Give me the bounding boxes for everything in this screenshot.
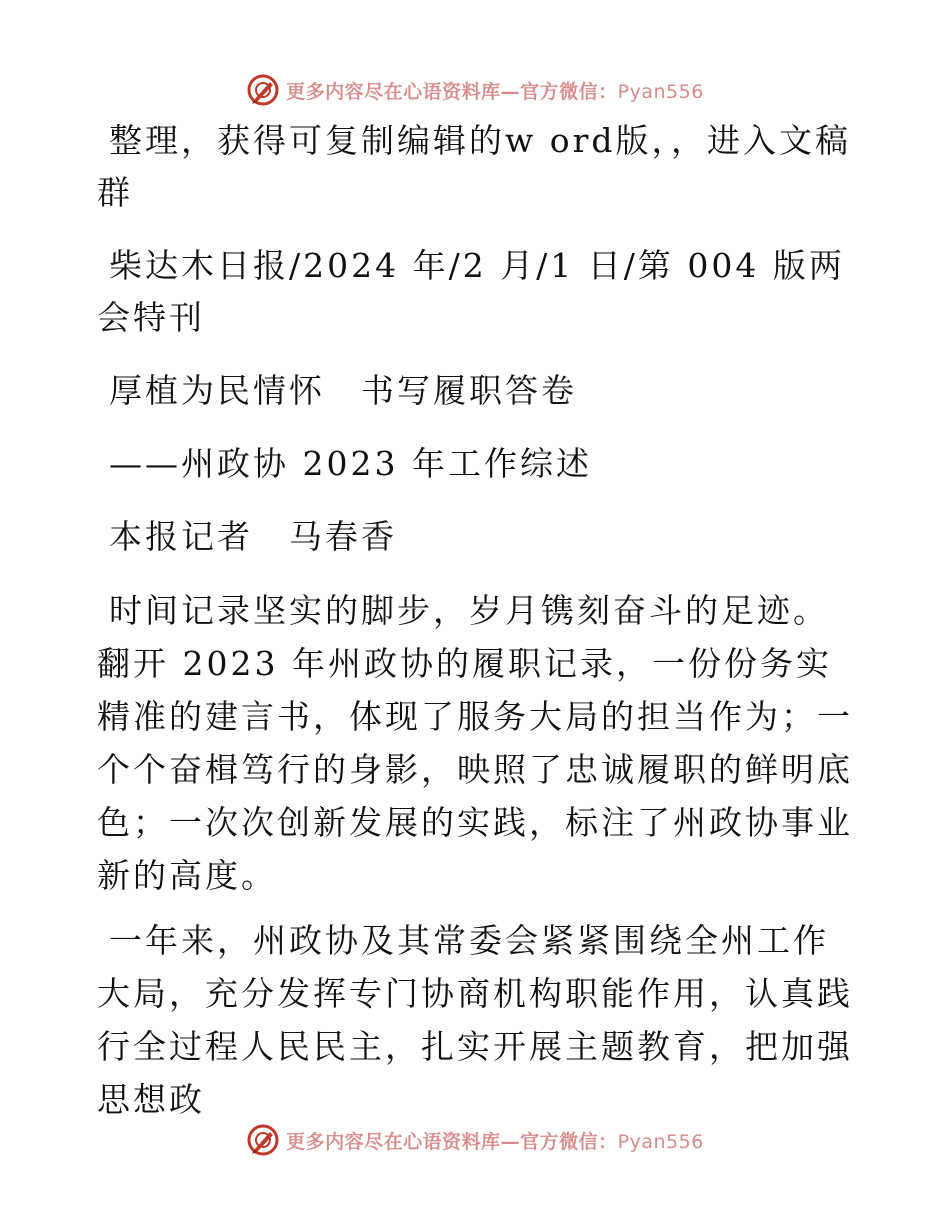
article-title: 厚植为民情怀 书写履职答卷 — [109, 371, 577, 410]
source-line: 柴达木日报/2024 年/2 月/1 日/第 004 版两会特刊 — [97, 246, 845, 337]
banner-brand-text: 更多内容尽在心语资料库—官方微信： — [286, 80, 618, 103]
pen-logo-icon — [246, 1123, 280, 1157]
banner-text — [286, 1127, 704, 1154]
paragraph: 时间记录坚实的脚步，岁月镌刻奋斗的足迹。翻开 2023 年州政协的履职记录，一份份务实精准的建言书，体现了服务大局的担当作为；一个个奋楫笃行的身影，映照了忠诚履职的鲜明底色；一次次创新发展的实践，标注了州政协事业新的高度。 — [97, 591, 853, 895]
notice-text: 整理，获得可复制编辑的w ord版，，进入文稿群 — [97, 121, 852, 212]
banner-text — [286, 77, 704, 104]
pen-logo-icon — [246, 73, 280, 107]
footer-banner — [0, 1120, 950, 1160]
paragraph: 一年来，州政协及其常委会紧紧围绕全州工作大局，充分发挥专门协商机构职能作用，认真践行全过程人民民主，扎实开展主题教育，把加强思想政 — [97, 921, 853, 1119]
byline: 本报记者 马春香 — [109, 517, 397, 556]
article-body — [97, 115, 857, 1138]
header-banner — [0, 70, 950, 110]
banner-account: Pyan556 — [617, 1130, 704, 1153]
banner-brand-text: 更多内容尽在心语资料库—官方微信： — [286, 1130, 618, 1153]
article-subtitle: ——州政协 2023 年工作综述 — [109, 444, 592, 483]
banner-account: Pyan556 — [617, 80, 704, 103]
